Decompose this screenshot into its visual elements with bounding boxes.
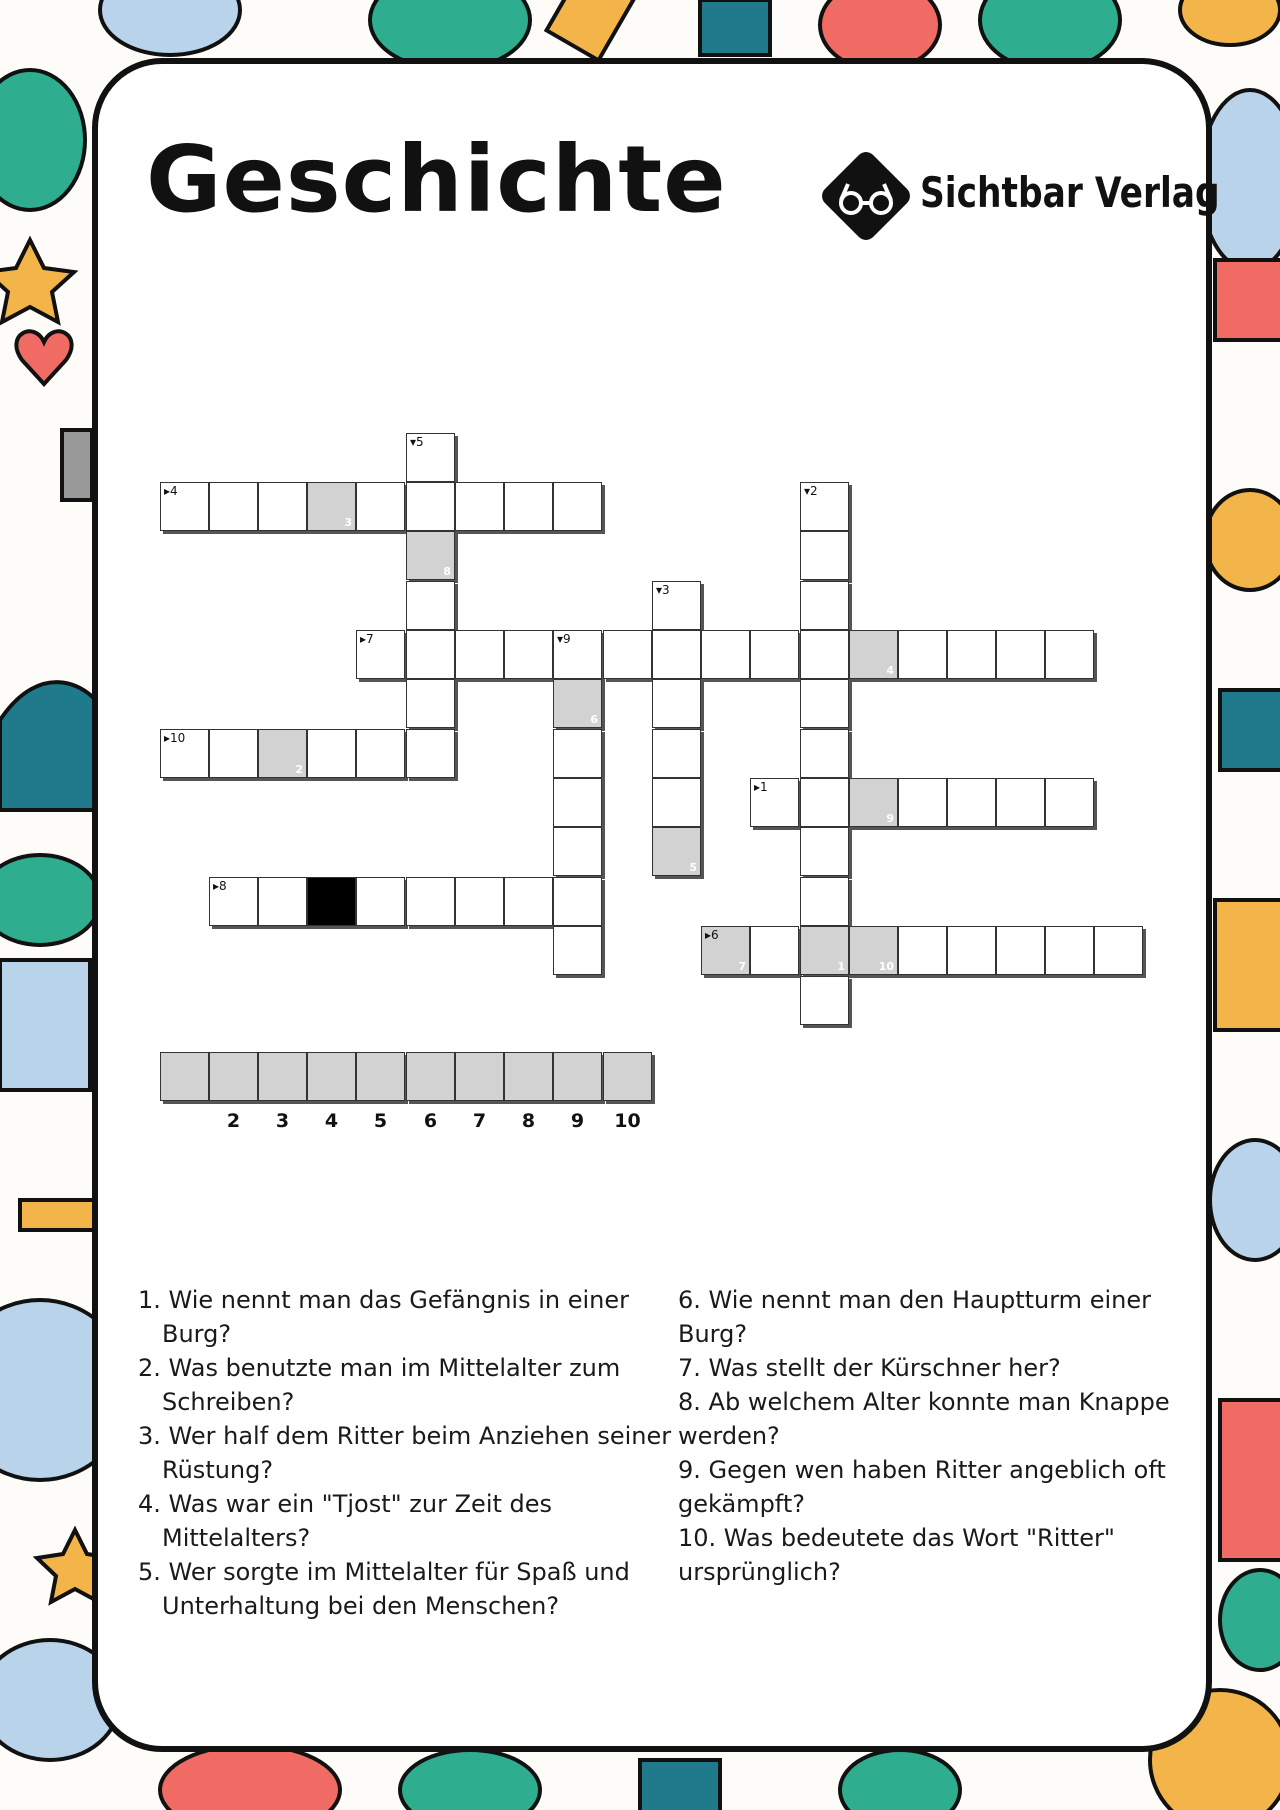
publisher-logo bbox=[818, 148, 1220, 248]
crossword-cell[interactable]: ▾2 bbox=[800, 482, 849, 531]
clue-item: 7. Was stellt der Kürschner her? bbox=[678, 1354, 1061, 1382]
clue-item: 9. Gegen wen haben Ritter angeblich oft gekämpft? bbox=[678, 1456, 1166, 1518]
clue-item: 6. Wie nennt man den Hauptturm einer Burg? bbox=[678, 1286, 1151, 1348]
crossword-cell[interactable]: 9 bbox=[849, 778, 898, 827]
page-title: Geschichte bbox=[146, 126, 727, 233]
solution-number: 5 bbox=[373, 1110, 388, 1132]
clue-item: 5. Wer sorgte im Mittelalter für Spaß und Unterhaltung bei den Menschen? bbox=[138, 1558, 630, 1620]
solution-number: 6 bbox=[423, 1110, 438, 1132]
crossword-cell[interactable]: ▸4 bbox=[160, 482, 209, 531]
clue-item: 2. Was benutzte man im Mittelalter zum Schreiben? bbox=[138, 1354, 621, 1416]
crossword-cell[interactable]: 5 bbox=[652, 827, 701, 876]
solution-number: 2 bbox=[226, 1110, 241, 1132]
solution-number: 4 bbox=[324, 1110, 339, 1132]
crossword-cell[interactable]: 10 bbox=[849, 926, 898, 975]
crossword-cell[interactable]: 1 bbox=[800, 926, 849, 975]
crossword-cell[interactable]: ▸6 7 bbox=[701, 926, 750, 975]
clue-list-left bbox=[138, 1283, 678, 1623]
clue-item: 8. Ab welchem Alter konnte man Knappe werden? bbox=[678, 1388, 1170, 1450]
clue-item: 4. Was war ein "Tjost" zur Zeit des Mittelalters? bbox=[138, 1490, 553, 1552]
crossword-cell[interactable]: ▸1 bbox=[750, 778, 799, 827]
solution-number: 7 bbox=[472, 1110, 487, 1132]
crossword-cell[interactable]: 2 bbox=[258, 729, 307, 778]
crossword-cell[interactable]: 8 bbox=[406, 531, 455, 580]
crossword-cell[interactable]: ▸10 bbox=[160, 729, 209, 778]
clue-item: 3. Wer half dem Ritter beim Anziehen seiner Rüstung? bbox=[138, 1422, 672, 1484]
solution-number: 3 bbox=[275, 1110, 290, 1132]
clue-item: 10. Was bedeutete das Wort "Ritter" ursprünglich? bbox=[678, 1524, 1115, 1586]
crossword-cell[interactable]: 3 bbox=[307, 482, 356, 531]
crossword-cell[interactable]: ▾5 bbox=[406, 433, 455, 482]
crossword-cell[interactable]: ▾3 bbox=[652, 581, 701, 630]
solution-number: 8 bbox=[521, 1110, 536, 1132]
clue-item: 1. Wie nennt man das Gefängnis in einer Burg? bbox=[138, 1286, 629, 1348]
crossword-cell[interactable]: 4 bbox=[849, 630, 898, 679]
crossword-cell[interactable]: ▸7 bbox=[356, 630, 405, 679]
crossword-cell[interactable]: 6 bbox=[553, 679, 602, 728]
glasses-icon bbox=[818, 148, 914, 244]
crossword-cell[interactable]: ▾9 bbox=[553, 630, 602, 679]
solution-number: 9 bbox=[570, 1110, 585, 1132]
crossword-cell[interactable]: ▸8 bbox=[209, 877, 258, 926]
clue-list-right bbox=[678, 1283, 1188, 1589]
publisher-name: Sichtbar Verlag bbox=[920, 168, 1220, 217]
solution-number: 10 bbox=[614, 1110, 641, 1132]
